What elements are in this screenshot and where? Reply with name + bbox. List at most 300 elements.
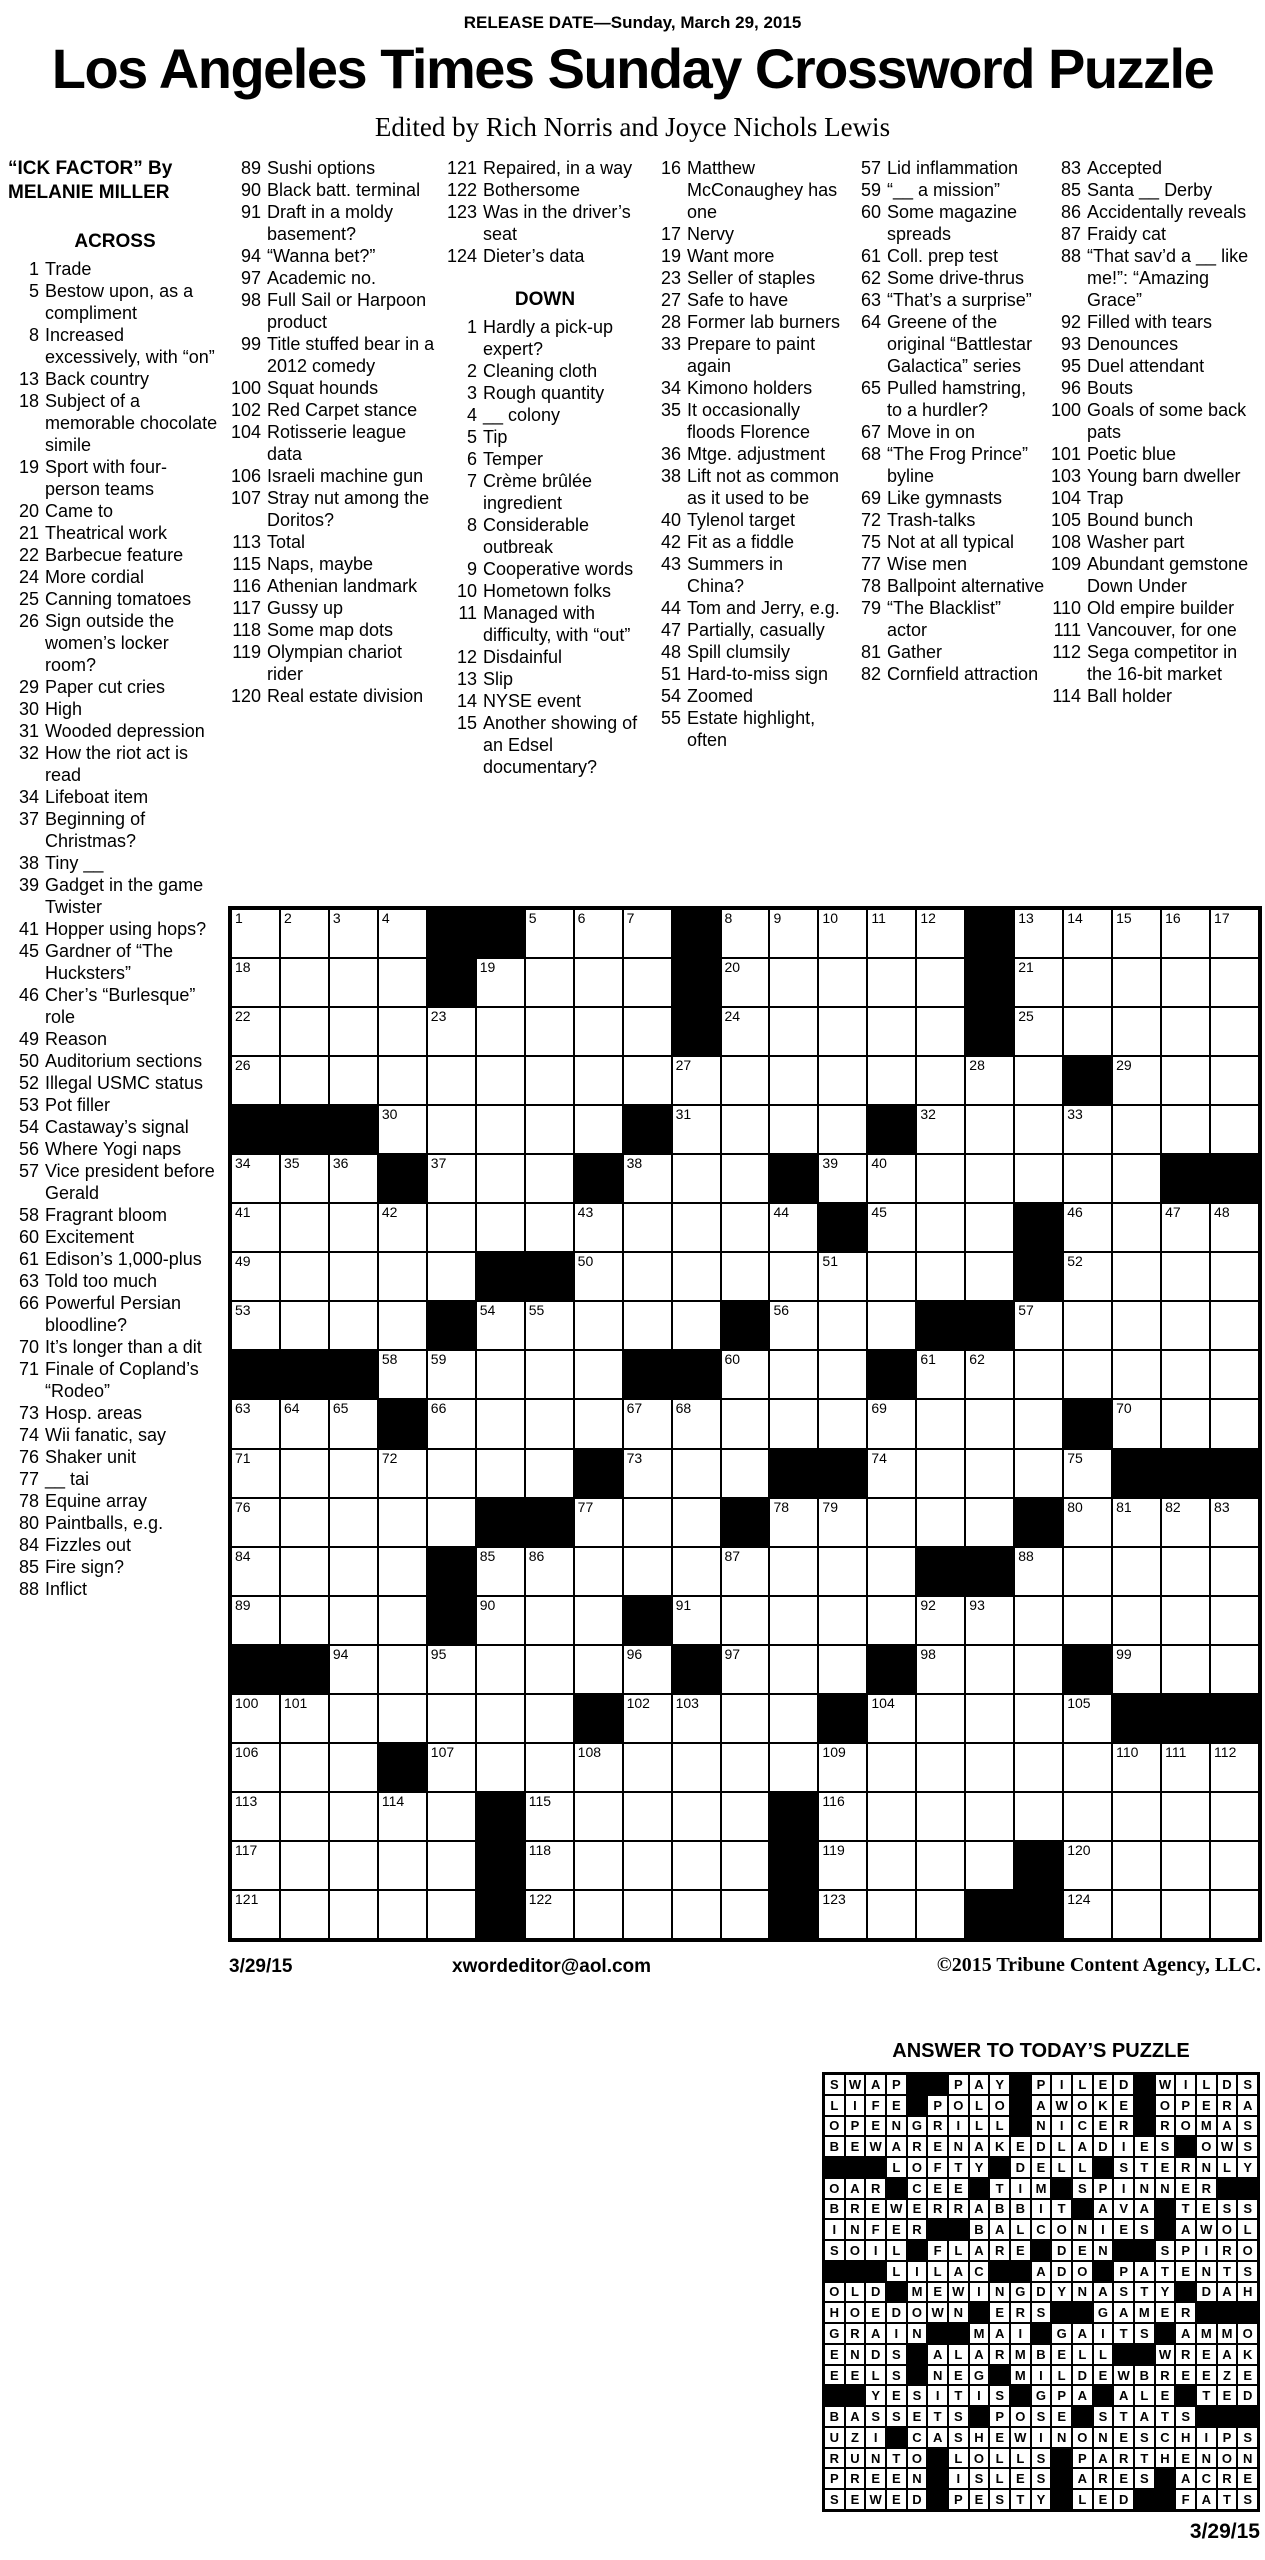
grid-cell[interactable] — [721, 1203, 770, 1252]
grid-cell[interactable] — [476, 1350, 525, 1399]
grid-cell[interactable] — [1112, 1841, 1161, 1890]
grid-cell[interactable] — [329, 1498, 378, 1547]
grid-cell[interactable] — [1063, 1498, 1112, 1547]
grid-cell[interactable] — [721, 1399, 770, 1448]
grid-cell[interactable] — [1063, 1743, 1112, 1792]
grid-cell[interactable] — [1063, 1301, 1112, 1350]
grid-cell[interactable] — [1210, 1301, 1259, 1350]
grid-cell[interactable] — [427, 1449, 476, 1498]
grid-cell[interactable] — [378, 1203, 427, 1252]
grid-cell[interactable] — [1112, 1890, 1161, 1939]
grid-cell[interactable] — [916, 1449, 965, 1498]
grid-cell[interactable] — [1161, 958, 1210, 1007]
grid-cell[interactable] — [329, 1007, 378, 1056]
grid-cell[interactable] — [867, 1743, 916, 1792]
grid-cell[interactable] — [231, 1890, 280, 1939]
grid-cell[interactable] — [525, 1154, 574, 1203]
grid-cell[interactable] — [721, 1105, 770, 1154]
grid-cell[interactable] — [329, 1645, 378, 1694]
grid-cell[interactable] — [623, 1301, 672, 1350]
grid-cell[interactable] — [1112, 1252, 1161, 1301]
grid-cell[interactable] — [769, 1350, 818, 1399]
grid-cell[interactable] — [1063, 1547, 1112, 1596]
grid-cell[interactable] — [1112, 1792, 1161, 1841]
grid-cell[interactable] — [769, 1743, 818, 1792]
grid-cell[interactable] — [818, 1547, 867, 1596]
grid-cell[interactable] — [916, 1056, 965, 1105]
grid-cell[interactable] — [1063, 958, 1112, 1007]
grid-cell[interactable] — [867, 1694, 916, 1743]
grid-cell[interactable] — [965, 1449, 1014, 1498]
grid-cell[interactable] — [672, 1399, 721, 1448]
grid-cell[interactable] — [721, 1056, 770, 1105]
grid-cell[interactable] — [476, 1645, 525, 1694]
grid-cell[interactable] — [867, 1841, 916, 1890]
grid-cell[interactable] — [1063, 1252, 1112, 1301]
grid-cell[interactable] — [1210, 909, 1259, 958]
grid-cell[interactable] — [378, 1547, 427, 1596]
grid-cell[interactable] — [818, 1743, 867, 1792]
grid-cell[interactable] — [231, 1301, 280, 1350]
grid-cell[interactable] — [231, 1694, 280, 1743]
grid-cell[interactable] — [1161, 1007, 1210, 1056]
grid-cell[interactable] — [378, 1645, 427, 1694]
grid-cell[interactable] — [1063, 1449, 1112, 1498]
grid-cell[interactable] — [574, 1007, 623, 1056]
grid-cell[interactable] — [574, 1399, 623, 1448]
grid-cell[interactable] — [378, 1056, 427, 1105]
grid-cell[interactable] — [231, 1547, 280, 1596]
grid-cell[interactable] — [525, 1645, 574, 1694]
grid-cell[interactable] — [231, 909, 280, 958]
grid-cell[interactable] — [427, 1645, 476, 1694]
grid-cell[interactable] — [1014, 1645, 1063, 1694]
grid-cell[interactable] — [280, 909, 329, 958]
grid-cell[interactable] — [427, 1154, 476, 1203]
grid-cell[interactable] — [916, 1596, 965, 1645]
grid-cell[interactable] — [476, 1154, 525, 1203]
grid-cell[interactable] — [1112, 1645, 1161, 1694]
grid-cell[interactable] — [818, 909, 867, 958]
grid-cell[interactable] — [1210, 1498, 1259, 1547]
grid-cell[interactable] — [1112, 1154, 1161, 1203]
grid-cell[interactable] — [476, 1743, 525, 1792]
grid-cell[interactable] — [867, 1399, 916, 1448]
grid-cell[interactable] — [1210, 1547, 1259, 1596]
grid-cell[interactable] — [721, 1743, 770, 1792]
grid-cell[interactable] — [1063, 1792, 1112, 1841]
grid-cell[interactable] — [329, 1203, 378, 1252]
grid-cell[interactable] — [672, 1498, 721, 1547]
grid-cell[interactable] — [867, 1007, 916, 1056]
grid-cell[interactable] — [1210, 958, 1259, 1007]
grid-cell[interactable] — [378, 958, 427, 1007]
grid-cell[interactable] — [623, 1743, 672, 1792]
grid-cell[interactable] — [721, 1547, 770, 1596]
grid-cell[interactable] — [818, 1498, 867, 1547]
grid-cell[interactable] — [867, 1596, 916, 1645]
grid-cell[interactable] — [1063, 1350, 1112, 1399]
grid-cell[interactable] — [769, 1252, 818, 1301]
grid-cell[interactable] — [721, 1596, 770, 1645]
grid-cell[interactable] — [280, 1890, 329, 1939]
grid-cell[interactable] — [574, 1890, 623, 1939]
grid-cell[interactable] — [525, 1399, 574, 1448]
grid-cell[interactable] — [769, 1056, 818, 1105]
grid-cell[interactable] — [623, 1792, 672, 1841]
grid-cell[interactable] — [1112, 909, 1161, 958]
grid-cell[interactable] — [1161, 1498, 1210, 1547]
grid-cell[interactable] — [1112, 1743, 1161, 1792]
grid-cell[interactable] — [525, 1694, 574, 1743]
grid-cell[interactable] — [1161, 1547, 1210, 1596]
grid-cell[interactable] — [867, 1056, 916, 1105]
grid-cell[interactable] — [1210, 1203, 1259, 1252]
grid-cell[interactable] — [525, 1203, 574, 1252]
grid-cell[interactable] — [916, 1399, 965, 1448]
grid-cell[interactable] — [672, 1056, 721, 1105]
grid-cell[interactable] — [721, 1007, 770, 1056]
grid-cell[interactable] — [965, 1056, 1014, 1105]
grid-cell[interactable] — [1014, 1596, 1063, 1645]
grid-cell[interactable] — [672, 1203, 721, 1252]
grid-cell[interactable] — [672, 1792, 721, 1841]
grid-cell[interactable] — [427, 1743, 476, 1792]
grid-cell[interactable] — [1161, 1203, 1210, 1252]
grid-cell[interactable] — [1161, 1301, 1210, 1350]
grid-cell[interactable] — [818, 1301, 867, 1350]
grid-cell[interactable] — [231, 1056, 280, 1105]
grid-cell[interactable] — [427, 1498, 476, 1547]
grid-cell[interactable] — [427, 1694, 476, 1743]
grid-cell[interactable] — [818, 1007, 867, 1056]
grid-cell[interactable] — [769, 1105, 818, 1154]
grid-cell[interactable] — [1161, 1645, 1210, 1694]
grid-cell[interactable] — [1014, 1154, 1063, 1203]
grid-cell[interactable] — [867, 1449, 916, 1498]
grid-cell[interactable] — [818, 1841, 867, 1890]
grid-cell[interactable] — [378, 1007, 427, 1056]
grid-cell[interactable] — [329, 958, 378, 1007]
grid-cell[interactable] — [818, 1252, 867, 1301]
grid-cell[interactable] — [574, 1645, 623, 1694]
grid-cell[interactable] — [965, 1252, 1014, 1301]
grid-cell[interactable] — [818, 1350, 867, 1399]
grid-cell[interactable] — [280, 958, 329, 1007]
grid-cell[interactable] — [1161, 1252, 1210, 1301]
grid-cell[interactable] — [280, 1301, 329, 1350]
grid-cell[interactable] — [818, 958, 867, 1007]
grid-cell[interactable] — [769, 1399, 818, 1448]
grid-cell[interactable] — [574, 1547, 623, 1596]
grid-cell[interactable] — [1014, 1007, 1063, 1056]
grid-cell[interactable] — [378, 1105, 427, 1154]
grid-cell[interactable] — [378, 1301, 427, 1350]
grid-cell[interactable] — [280, 1792, 329, 1841]
grid-cell[interactable] — [280, 1056, 329, 1105]
grid-cell[interactable] — [721, 1154, 770, 1203]
grid-cell[interactable] — [427, 1056, 476, 1105]
grid-cell[interactable] — [721, 909, 770, 958]
grid-cell[interactable] — [672, 1841, 721, 1890]
grid-cell[interactable] — [231, 1399, 280, 1448]
grid-cell[interactable] — [1014, 1792, 1063, 1841]
grid-cell[interactable] — [1161, 1743, 1210, 1792]
grid-cell[interactable] — [1210, 1007, 1259, 1056]
grid-cell[interactable] — [525, 1056, 574, 1105]
grid-cell[interactable] — [1112, 1596, 1161, 1645]
grid-cell[interactable] — [378, 909, 427, 958]
grid-cell[interactable] — [329, 1792, 378, 1841]
grid-cell[interactable] — [672, 1596, 721, 1645]
grid-cell[interactable] — [476, 1105, 525, 1154]
grid-cell[interactable] — [916, 1105, 965, 1154]
grid-cell[interactable] — [329, 1841, 378, 1890]
grid-cell[interactable] — [1063, 1203, 1112, 1252]
grid-cell[interactable] — [1063, 1105, 1112, 1154]
grid-cell[interactable] — [427, 1841, 476, 1890]
grid-cell[interactable] — [623, 1694, 672, 1743]
grid-cell[interactable] — [1161, 1792, 1210, 1841]
grid-cell[interactable] — [818, 1399, 867, 1448]
grid-cell[interactable] — [965, 1105, 1014, 1154]
grid-cell[interactable] — [769, 1547, 818, 1596]
grid-cell[interactable] — [1063, 1841, 1112, 1890]
grid-cell[interactable] — [1161, 1596, 1210, 1645]
grid-cell[interactable] — [231, 1252, 280, 1301]
grid-cell[interactable] — [378, 1350, 427, 1399]
grid-cell[interactable] — [867, 1890, 916, 1939]
grid-cell[interactable] — [916, 1498, 965, 1547]
grid-cell[interactable] — [525, 1449, 574, 1498]
grid-cell[interactable] — [623, 1547, 672, 1596]
grid-cell[interactable] — [916, 1694, 965, 1743]
grid-cell[interactable] — [721, 958, 770, 1007]
grid-cell[interactable] — [721, 1449, 770, 1498]
grid-cell[interactable] — [769, 909, 818, 958]
grid-cell[interactable] — [965, 1792, 1014, 1841]
grid-cell[interactable] — [231, 1792, 280, 1841]
grid-cell[interactable] — [280, 1449, 329, 1498]
grid-cell[interactable] — [476, 1056, 525, 1105]
grid-cell[interactable] — [329, 909, 378, 958]
grid-cell[interactable] — [623, 1154, 672, 1203]
grid-cell[interactable] — [623, 1645, 672, 1694]
grid-cell[interactable] — [280, 1596, 329, 1645]
grid-cell[interactable] — [427, 1007, 476, 1056]
grid-cell[interactable] — [818, 1792, 867, 1841]
grid-cell[interactable] — [721, 1694, 770, 1743]
grid-cell[interactable] — [1112, 958, 1161, 1007]
grid-cell[interactable] — [623, 1007, 672, 1056]
grid-cell[interactable] — [916, 1743, 965, 1792]
grid-cell[interactable] — [965, 1350, 1014, 1399]
grid-cell[interactable] — [476, 1547, 525, 1596]
grid-cell[interactable] — [623, 1890, 672, 1939]
grid-cell[interactable] — [329, 1154, 378, 1203]
grid-cell[interactable] — [867, 1498, 916, 1547]
grid-cell[interactable] — [280, 1252, 329, 1301]
grid-cell[interactable] — [525, 1105, 574, 1154]
grid-cell[interactable] — [574, 1350, 623, 1399]
grid-cell[interactable] — [1210, 1399, 1259, 1448]
grid-cell[interactable] — [525, 909, 574, 958]
grid-cell[interactable] — [574, 1203, 623, 1252]
grid-cell[interactable] — [1014, 1105, 1063, 1154]
grid-cell[interactable] — [769, 1645, 818, 1694]
grid-cell[interactable] — [427, 1890, 476, 1939]
grid-cell[interactable] — [818, 1105, 867, 1154]
grid-cell[interactable] — [378, 1792, 427, 1841]
grid-cell[interactable] — [672, 1547, 721, 1596]
grid-cell[interactable] — [818, 1056, 867, 1105]
grid-cell[interactable] — [329, 1547, 378, 1596]
grid-cell[interactable] — [476, 1007, 525, 1056]
grid-cell[interactable] — [916, 1890, 965, 1939]
grid-cell[interactable] — [672, 1154, 721, 1203]
grid-cell[interactable] — [574, 1792, 623, 1841]
grid-cell[interactable] — [965, 1154, 1014, 1203]
grid-cell[interactable] — [867, 958, 916, 1007]
grid-cell[interactable] — [965, 1841, 1014, 1890]
grid-cell[interactable] — [231, 958, 280, 1007]
grid-cell[interactable] — [1210, 1743, 1259, 1792]
grid-cell[interactable] — [867, 1792, 916, 1841]
grid-cell[interactable] — [574, 1841, 623, 1890]
grid-cell[interactable] — [769, 1596, 818, 1645]
grid-cell[interactable] — [280, 1743, 329, 1792]
grid-cell[interactable] — [1161, 1105, 1210, 1154]
grid-cell[interactable] — [965, 1596, 1014, 1645]
grid-cell[interactable] — [672, 1694, 721, 1743]
grid-cell[interactable] — [867, 1203, 916, 1252]
grid-cell[interactable] — [1014, 1399, 1063, 1448]
grid-cell[interactable] — [818, 1645, 867, 1694]
grid-cell[interactable] — [476, 1301, 525, 1350]
grid-cell[interactable] — [1112, 1056, 1161, 1105]
grid-cell[interactable] — [427, 1203, 476, 1252]
grid-cell[interactable] — [378, 1841, 427, 1890]
grid-cell[interactable] — [574, 1301, 623, 1350]
grid-cell[interactable] — [1063, 1007, 1112, 1056]
grid-cell[interactable] — [1112, 1203, 1161, 1252]
grid-cell[interactable] — [867, 1547, 916, 1596]
grid-cell[interactable] — [280, 1498, 329, 1547]
grid-cell[interactable] — [574, 1596, 623, 1645]
grid-cell[interactable] — [916, 1645, 965, 1694]
grid-cell[interactable] — [916, 1841, 965, 1890]
grid-cell[interactable] — [818, 1890, 867, 1939]
grid-cell[interactable] — [916, 1154, 965, 1203]
grid-cell[interactable] — [1014, 1743, 1063, 1792]
grid-cell[interactable] — [1210, 1841, 1259, 1890]
grid-cell[interactable] — [525, 1841, 574, 1890]
grid-cell[interactable] — [1210, 1596, 1259, 1645]
grid-cell[interactable] — [818, 1154, 867, 1203]
grid-cell[interactable] — [965, 1694, 1014, 1743]
grid-cell[interactable] — [231, 1743, 280, 1792]
grid-cell[interactable] — [916, 1252, 965, 1301]
grid-cell[interactable] — [574, 958, 623, 1007]
grid-cell[interactable] — [1112, 1350, 1161, 1399]
grid-cell[interactable] — [525, 1792, 574, 1841]
grid-cell[interactable] — [1210, 1350, 1259, 1399]
grid-cell[interactable] — [721, 1841, 770, 1890]
grid-cell[interactable] — [574, 1498, 623, 1547]
grid-cell[interactable] — [721, 1890, 770, 1939]
grid-cell[interactable] — [672, 1252, 721, 1301]
grid-cell[interactable] — [867, 1252, 916, 1301]
grid-cell[interactable] — [1210, 1056, 1259, 1105]
grid-cell[interactable] — [525, 958, 574, 1007]
grid-cell[interactable] — [867, 909, 916, 958]
grid-cell[interactable] — [378, 1596, 427, 1645]
grid-cell[interactable] — [378, 1890, 427, 1939]
grid-cell[interactable] — [916, 1007, 965, 1056]
grid-cell[interactable] — [623, 909, 672, 958]
grid-cell[interactable] — [1112, 1498, 1161, 1547]
grid-cell[interactable] — [329, 1056, 378, 1105]
grid-cell[interactable] — [378, 1694, 427, 1743]
grid-cell[interactable] — [280, 1841, 329, 1890]
grid-cell[interactable] — [1210, 1792, 1259, 1841]
grid-cell[interactable] — [769, 1007, 818, 1056]
grid-cell[interactable] — [1063, 1890, 1112, 1939]
grid-cell[interactable] — [721, 1350, 770, 1399]
grid-cell[interactable] — [1014, 1449, 1063, 1498]
grid-cell[interactable] — [916, 909, 965, 958]
grid-cell[interactable] — [476, 958, 525, 1007]
grid-cell[interactable] — [476, 1449, 525, 1498]
grid-cell[interactable] — [916, 958, 965, 1007]
grid-cell[interactable] — [1161, 1056, 1210, 1105]
grid-cell[interactable] — [672, 1743, 721, 1792]
grid-cell[interactable] — [427, 1105, 476, 1154]
grid-cell[interactable] — [378, 1252, 427, 1301]
grid-cell[interactable] — [867, 1154, 916, 1203]
grid-cell[interactable] — [672, 1449, 721, 1498]
grid-cell[interactable] — [1014, 1547, 1063, 1596]
grid-cell[interactable] — [427, 1792, 476, 1841]
grid-cell[interactable] — [525, 1743, 574, 1792]
grid-cell[interactable] — [1063, 1154, 1112, 1203]
grid-cell[interactable] — [231, 1498, 280, 1547]
grid-cell[interactable] — [1014, 958, 1063, 1007]
grid-cell[interactable] — [525, 1350, 574, 1399]
grid-cell[interactable] — [1112, 1547, 1161, 1596]
grid-cell[interactable] — [623, 1252, 672, 1301]
grid-cell[interactable] — [1063, 909, 1112, 958]
grid-cell[interactable] — [525, 1301, 574, 1350]
grid-cell[interactable] — [769, 1203, 818, 1252]
grid-cell[interactable] — [1112, 1007, 1161, 1056]
grid-cell[interactable] — [623, 1841, 672, 1890]
grid-cell[interactable] — [1112, 1399, 1161, 1448]
grid-cell[interactable] — [1014, 1056, 1063, 1105]
grid-cell[interactable] — [427, 1252, 476, 1301]
grid-cell[interactable] — [672, 1890, 721, 1939]
grid-cell[interactable] — [329, 1743, 378, 1792]
grid-cell[interactable] — [231, 1596, 280, 1645]
grid-cell[interactable] — [1112, 1301, 1161, 1350]
grid-cell[interactable] — [525, 1596, 574, 1645]
grid-cell[interactable] — [231, 1007, 280, 1056]
grid-cell[interactable] — [1161, 1890, 1210, 1939]
grid-cell[interactable] — [623, 1056, 672, 1105]
grid-cell[interactable] — [1210, 1890, 1259, 1939]
grid-cell[interactable] — [769, 958, 818, 1007]
grid-cell[interactable] — [280, 1203, 329, 1252]
